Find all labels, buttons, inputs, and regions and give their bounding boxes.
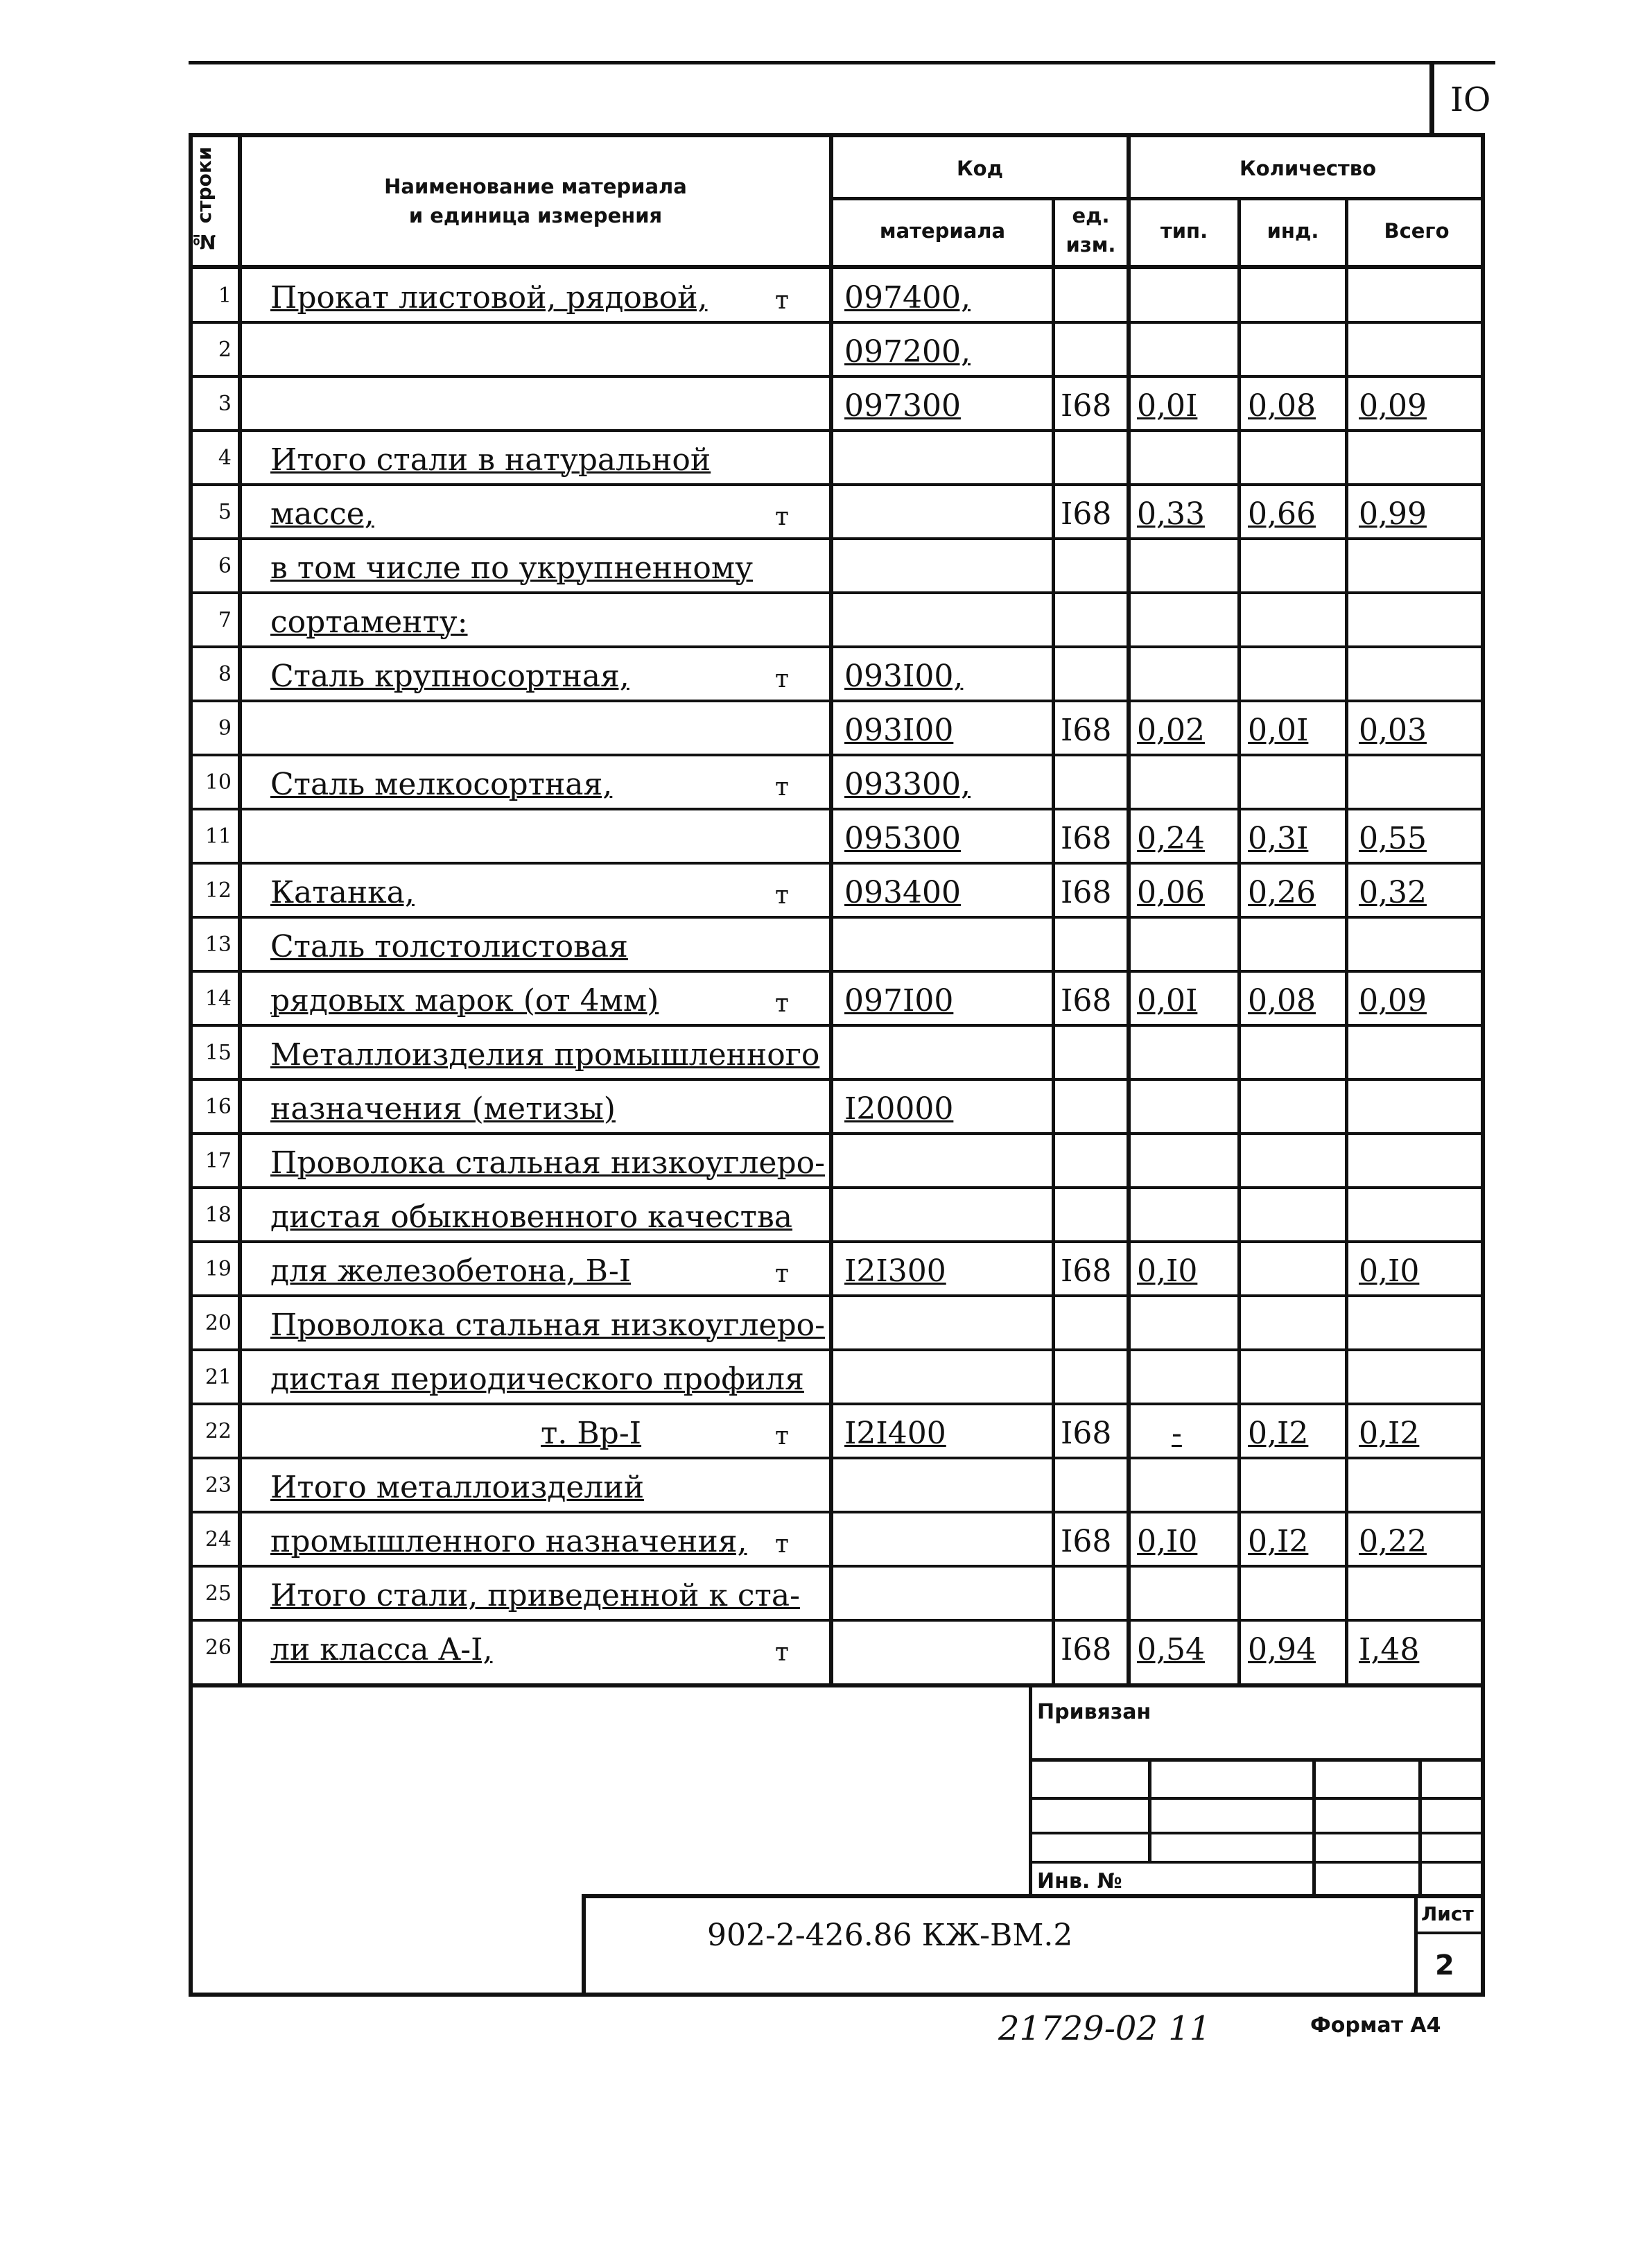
stamp-hline-3 — [1032, 1832, 1485, 1834]
qty-typ: 0,I0 — [1137, 1524, 1198, 1559]
sheet-label: Лист — [1421, 1902, 1474, 1925]
handwritten-code: 21729-02 11 — [998, 2009, 1211, 2048]
qty-total: 0,09 — [1359, 983, 1427, 1018]
header-unit-line2: изм. — [1066, 233, 1116, 257]
material-code: 097300 — [844, 388, 961, 424]
material-name: дистая обыкновенного качества — [270, 1199, 793, 1235]
material-name: Проволока стальная низкоуглеро- — [270, 1145, 825, 1181]
qty-ind: 0,I2 — [1248, 1524, 1309, 1559]
header-ind: инд. — [1267, 219, 1319, 243]
material-name: сортаменту: — [270, 605, 468, 640]
stamp-sheet-left — [1414, 1894, 1418, 1997]
row-separator — [189, 1132, 1485, 1135]
row-separator — [189, 483, 1485, 486]
row-number: 12 — [205, 878, 232, 903]
row-number: 2 — [218, 338, 232, 362]
material-name: в том числе по укрупненному — [270, 550, 754, 586]
row-separator — [189, 321, 1485, 324]
qty-ind: 0,26 — [1248, 875, 1316, 910]
materials-table — [189, 133, 1485, 1687]
stamp-hline-4 — [1032, 1861, 1485, 1864]
top-rule — [189, 61, 1495, 64]
row-separator — [189, 700, 1485, 702]
row-separator — [189, 862, 1485, 865]
row-number: 17 — [205, 1149, 232, 1173]
header-quantity: Количество — [1239, 157, 1377, 180]
row-separator — [189, 1619, 1485, 1622]
row-separator — [189, 1240, 1485, 1243]
unit-code: I68 — [1061, 1253, 1112, 1289]
row-number: 8 — [218, 662, 232, 686]
row-separator — [189, 1403, 1485, 1405]
row-number: 11 — [205, 824, 232, 849]
row-separator — [189, 645, 1485, 648]
unit-mark: т — [775, 503, 789, 531]
material-name: Сталь толстолистовая — [270, 929, 628, 964]
qty-ind: 0,08 — [1248, 983, 1316, 1018]
material-name: Итого металлоизделий — [270, 1470, 645, 1505]
qty-total: 0,55 — [1359, 821, 1427, 856]
qty-total: 0,03 — [1359, 713, 1427, 748]
stamp-hline-1 — [1032, 1758, 1485, 1762]
material-name: Сталь мелкосортная, — [270, 767, 613, 802]
material-code: I2I400 — [844, 1416, 946, 1451]
stamp-doc-left — [582, 1894, 586, 1997]
row-number: 14 — [205, 987, 232, 1011]
col-line-2 — [829, 133, 833, 1687]
row-number: 23 — [205, 1473, 232, 1498]
row-separator — [189, 429, 1485, 432]
row-separator — [189, 1457, 1485, 1459]
row-number: 3 — [218, 392, 232, 416]
qty-ind: 0,94 — [1248, 1632, 1316, 1667]
row-number: 5 — [218, 500, 232, 524]
header-row-number: № строки — [193, 146, 216, 253]
qty-typ: 0,54 — [1137, 1632, 1205, 1667]
row-separator — [189, 1186, 1485, 1189]
qty-typ: 0,0I — [1137, 388, 1198, 424]
material-name: промышленного назначения, — [270, 1524, 747, 1559]
material-code: 093I00, — [844, 659, 964, 694]
unit-mark: т — [775, 286, 789, 315]
qty-total: 0,32 — [1359, 875, 1427, 910]
unit-mark: т — [775, 1638, 789, 1667]
material-code: 093300, — [844, 767, 971, 802]
qty-ind: 0,I2 — [1248, 1416, 1309, 1451]
material-name: Итого стали в натуральной — [270, 442, 711, 478]
row-separator — [189, 1078, 1485, 1081]
row-number: 7 — [218, 608, 232, 632]
col-line-ind — [1345, 198, 1348, 1687]
format-label: Формат А4 — [1310, 2013, 1441, 2038]
header-mid-line — [829, 197, 1485, 200]
unit-mark: т — [775, 881, 789, 910]
header-typ: тип. — [1160, 219, 1208, 243]
unit-code: I68 — [1061, 1416, 1112, 1451]
row-number: 19 — [205, 1257, 232, 1281]
page-number: IO — [1450, 80, 1491, 119]
row-number: 24 — [205, 1527, 232, 1552]
qty-ind: 0,0I — [1248, 713, 1309, 748]
row-separator — [189, 1565, 1485, 1568]
header-unit-line1: ед. — [1072, 204, 1110, 227]
page-number-divider — [1429, 64, 1434, 133]
header-total: Всего — [1384, 219, 1450, 243]
material-name: назначения (метизы) — [270, 1091, 616, 1127]
material-name: Металлоизделия промышленного — [270, 1037, 820, 1073]
header-code: Код — [956, 157, 1004, 180]
material-code: 093I00 — [844, 713, 954, 748]
stamp-vline-4 — [1418, 1758, 1422, 1895]
row-number: 21 — [205, 1365, 232, 1389]
qty-ind: 0,08 — [1248, 388, 1316, 424]
stamp-sheet-mid — [1414, 1932, 1485, 1934]
material-name: дистая периодического профиля — [270, 1362, 804, 1397]
material-name: Катанка, — [270, 875, 415, 910]
row-separator — [189, 808, 1485, 810]
material-name: рядовых марок (от 4мм) — [270, 983, 659, 1018]
qty-typ: 0,02 — [1137, 713, 1205, 748]
qty-typ: 0,I0 — [1137, 1253, 1198, 1289]
row-separator — [189, 1294, 1485, 1297]
stamp-hline-2 — [1032, 1797, 1485, 1800]
row-separator — [189, 375, 1485, 378]
col-line-1 — [238, 133, 242, 1687]
unit-code: I68 — [1061, 496, 1112, 532]
sheet-number: 2 — [1435, 1950, 1454, 1981]
row-number: 16 — [205, 1095, 232, 1119]
row-number: 22 — [205, 1419, 232, 1443]
material-code: 095300 — [844, 821, 961, 856]
qty-total: 0,22 — [1359, 1524, 1427, 1559]
stamp-vline-3 — [1312, 1758, 1316, 1895]
row-separator — [189, 970, 1485, 973]
col-line-3 — [1127, 133, 1131, 1687]
unit-code: I68 — [1061, 821, 1112, 856]
unit-code: I68 — [1061, 713, 1112, 748]
col-line-typ — [1237, 198, 1241, 1687]
material-code: 097I00 — [844, 983, 954, 1018]
row-number: 13 — [205, 932, 232, 957]
material-code: I20000 — [844, 1091, 954, 1127]
stamp-privyazan: Привязан — [1037, 1700, 1151, 1724]
row-number: 1 — [218, 284, 232, 308]
unit-mark: т — [775, 773, 789, 801]
header-name-line1: Наименование материала — [384, 175, 687, 198]
row-number: 6 — [218, 554, 232, 578]
row-separator — [189, 916, 1485, 919]
row-separator — [189, 537, 1485, 540]
header-name-line2: и единица измерения — [408, 204, 663, 227]
document-number: 902-2-426.86 КЖ-ВМ.2 — [707, 1918, 1073, 1953]
row-number: 18 — [205, 1203, 232, 1227]
row-number: 20 — [205, 1311, 232, 1335]
material-name: т. Bp-I — [541, 1416, 642, 1451]
unit-code: I68 — [1061, 875, 1112, 910]
material-name: ли класса A-I, — [270, 1632, 493, 1667]
row-number: 15 — [205, 1041, 232, 1065]
row-number: 4 — [218, 446, 232, 470]
row-separator — [189, 1024, 1485, 1027]
qty-ind: 0,3I — [1248, 821, 1309, 856]
qty-total: 0,99 — [1359, 496, 1427, 532]
unit-code: I68 — [1061, 388, 1112, 424]
material-code: 097200, — [844, 334, 971, 370]
qty-total: I,48 — [1359, 1632, 1420, 1667]
material-name: массе, — [270, 496, 374, 532]
unit-code: I68 — [1061, 1524, 1112, 1559]
row-number: 26 — [205, 1635, 232, 1660]
row-separator — [189, 1511, 1485, 1513]
material-code: I2I300 — [844, 1253, 946, 1289]
material-name: Сталь крупносортная, — [270, 659, 629, 694]
qty-typ: 0,24 — [1137, 821, 1205, 856]
qty-total: 0,I2 — [1359, 1416, 1420, 1451]
row-number: 9 — [218, 716, 232, 740]
material-name: Итого стали, приведенной к ста- — [270, 1578, 800, 1613]
qty-typ: - — [1172, 1416, 1182, 1451]
row-number: 10 — [205, 770, 232, 795]
qty-ind: 0,66 — [1248, 496, 1316, 532]
qty-total: 0,I0 — [1359, 1253, 1420, 1289]
row-separator — [189, 754, 1485, 756]
stamp-vline-2 — [1148, 1758, 1151, 1861]
qty-typ: 0,33 — [1137, 496, 1205, 532]
row-number: 25 — [205, 1581, 232, 1606]
qty-total: 0,09 — [1359, 388, 1427, 424]
material-name: для железобетона, B-I — [270, 1253, 632, 1289]
row-separator — [189, 591, 1485, 594]
qty-typ: 0,0I — [1137, 983, 1198, 1018]
material-code: 093400 — [844, 875, 961, 910]
unit-code: I68 — [1061, 983, 1112, 1018]
stamp-vline-left — [1029, 1687, 1032, 1895]
row-separator — [189, 1348, 1485, 1351]
unit-mark: т — [775, 1530, 789, 1559]
material-code: 097400, — [844, 280, 971, 315]
material-name: Прокат листовой, рядовой, — [270, 280, 708, 315]
header-material: материала — [879, 219, 1006, 243]
material-name: Проволока стальная низкоуглеро- — [270, 1308, 825, 1343]
stamp-inv-no: Инв. № — [1037, 1869, 1122, 1893]
col-line-unit — [1052, 198, 1055, 1687]
unit-mark: т — [775, 665, 789, 693]
unit-mark: т — [775, 989, 789, 1018]
unit-mark: т — [775, 1260, 789, 1288]
unit-code: I68 — [1061, 1632, 1112, 1667]
qty-typ: 0,06 — [1137, 875, 1205, 910]
stamp-doc-top — [582, 1894, 1485, 1898]
header-bottom-line — [189, 265, 1485, 269]
unit-mark: т — [775, 1422, 789, 1450]
